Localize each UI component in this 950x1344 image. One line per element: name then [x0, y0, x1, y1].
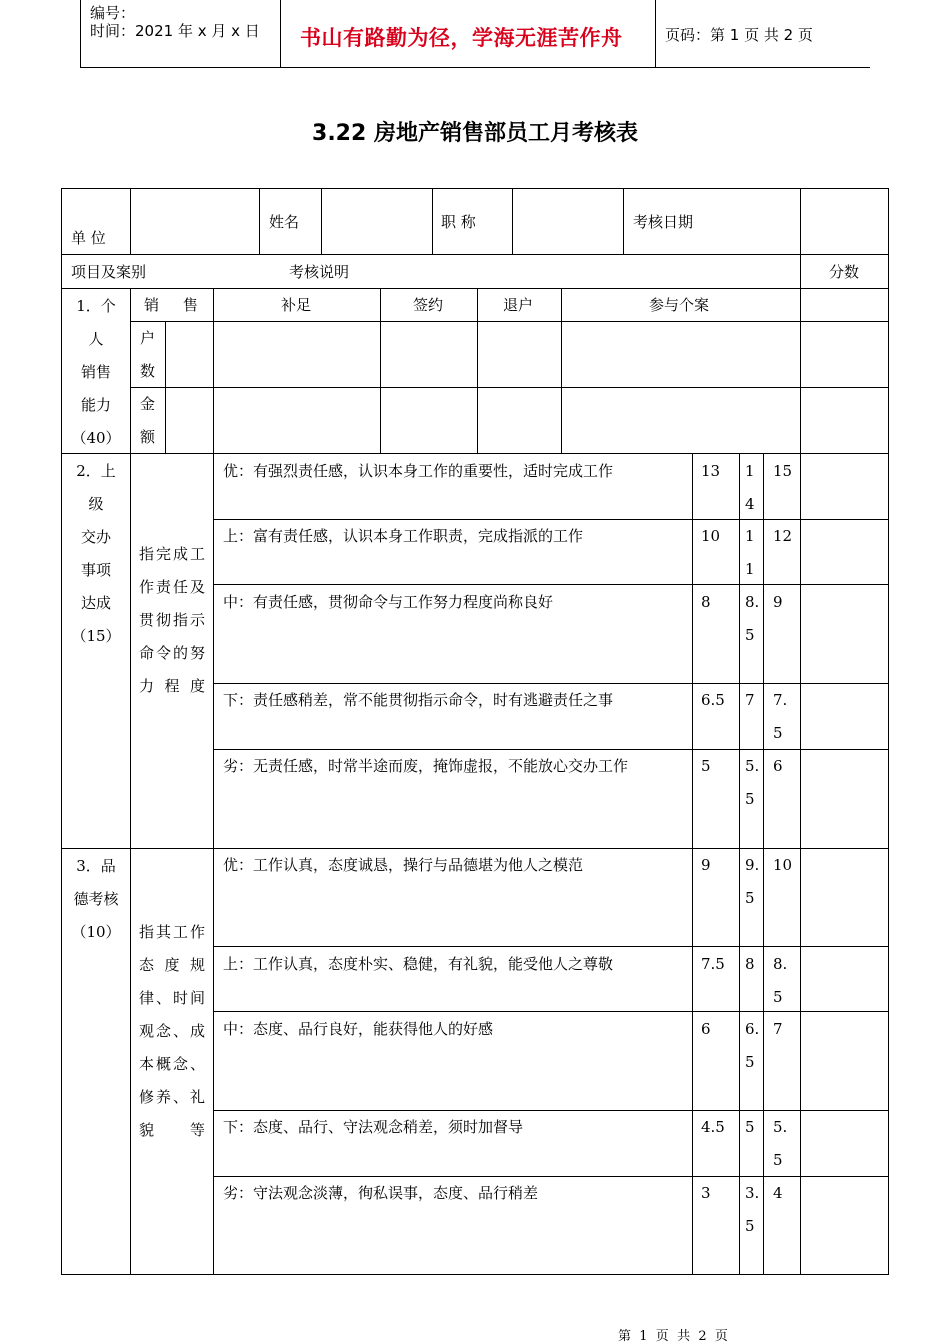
score-a: 7.5 [701, 955, 725, 973]
score-b: 11 [745, 527, 755, 578]
section3-description: 指其工作态度规律、时间观念、成本概念、修养、礼貌等 [139, 923, 205, 1139]
score-c: 9 [773, 593, 783, 611]
section3-row-poor: 劣：守法观念淡薄，徇私误事，态度、品行稍差 [223, 1184, 539, 1202]
score-b: 5 [745, 1118, 755, 1136]
score-b: 6.5 [745, 1020, 760, 1071]
section3-row-average: 中：态度、品行良好，能获得他人的好感 [223, 1020, 494, 1038]
section3-row-good: 上：工作认真，态度朴实、稳健，有礼貌，能受他人之尊敬 [223, 955, 614, 973]
qianyue-label: 签约 [413, 296, 444, 314]
section2-label: 2．上 级 交办 事项 达成 （15） [71, 462, 121, 645]
section2-row-average: 中：有责任感，贯彻命令与工作努力程度尚称良好 [223, 593, 554, 611]
buzu-label: 补足 [281, 296, 312, 314]
section2-description: 指完成工作责任及贯彻指示命令的努力程度 [139, 545, 205, 695]
name-label: 姓名 [269, 213, 300, 231]
score-b: 14 [745, 462, 755, 513]
score-a: 3 [701, 1184, 711, 1202]
score-b: 7 [745, 691, 755, 709]
score-c: 5.5 [773, 1118, 788, 1169]
position-field[interactable] [513, 192, 622, 252]
score-a: 8 [701, 593, 711, 611]
document-time-label: 时间：2021 年 x 月 x 日 [90, 22, 260, 40]
header-motto: 书山有路勤为径，学海无涯苦作舟 [300, 25, 623, 50]
desc-column-header: 考核说明 [289, 263, 350, 281]
score-c: 6 [773, 757, 783, 775]
item-column-header: 项目及案别 [71, 263, 147, 281]
section1-label: 1．个 人 销售 能力 （40） [71, 297, 121, 447]
tuihu-label: 退户 [503, 296, 534, 314]
page-title: 3.22 房地产销售部员工月考核表 [312, 121, 638, 146]
hushu-label: 户 数 [140, 329, 156, 380]
canyu-label: 参与个案 [649, 296, 710, 314]
score-c: 15 [773, 462, 793, 480]
score-b: 3.5 [745, 1184, 760, 1235]
section2-row-excellent: 优：有强烈责任感，认识本身工作的重要性，适时完成工作 [223, 462, 614, 480]
score-a: 6.5 [701, 691, 725, 709]
score-c: 8.5 [773, 955, 788, 1006]
section3-row-excellent: 优：工作认真，态度诚恳，操行与品德堪为他人之模范 [223, 856, 584, 874]
section2-row-below: 下：责任感稍差，常不能贯彻指示命令，时有逃避责任之事 [223, 691, 614, 709]
jine-label: 金 额 [140, 395, 156, 446]
unit-label: 单 位 [71, 229, 106, 247]
score-a: 6 [701, 1020, 711, 1038]
score-c: 7.5 [773, 691, 788, 742]
position-label: 职 称 [441, 213, 476, 231]
date-field[interactable] [801, 192, 887, 252]
score-a: 10 [701, 527, 721, 545]
name-field[interactable] [322, 192, 431, 252]
document-number-label: 编号： [90, 4, 136, 22]
score-c: 10 [773, 856, 793, 874]
sales-label: 销 售 [144, 296, 198, 314]
page-number-label: 页码：第 1 页 共 2 页 [665, 26, 813, 44]
score-a: 4.5 [701, 1118, 725, 1136]
score-b: 5.5 [745, 757, 760, 808]
date-label: 考核日期 [633, 213, 694, 231]
section2-row-poor: 劣：无责任感，时常半途而废，掩饰虚报，不能放心交办工作 [223, 757, 629, 775]
page-footer: 第 1 页 共 2 页 [618, 1329, 728, 1344]
section3-row-below: 下：态度、品行、守法观念稍差，须时加督导 [223, 1118, 524, 1136]
score-b: 9.5 [745, 856, 760, 907]
unit-field[interactable] [131, 192, 258, 252]
score-column-header: 分数 [829, 263, 860, 281]
section2-row-good: 上：富有责任感，认识本身工作职责，完成指派的工作 [223, 527, 584, 545]
score-c: 4 [773, 1184, 783, 1202]
section3-label: 3．品 德考核 （10） [71, 857, 121, 941]
score-c: 7 [773, 1020, 783, 1038]
score-b: 8 [745, 955, 755, 973]
score-a: 9 [701, 856, 711, 874]
score-c: 12 [773, 527, 793, 545]
score-b: 8.5 [745, 593, 760, 644]
score-a: 13 [701, 462, 721, 480]
score-a: 5 [701, 757, 711, 775]
